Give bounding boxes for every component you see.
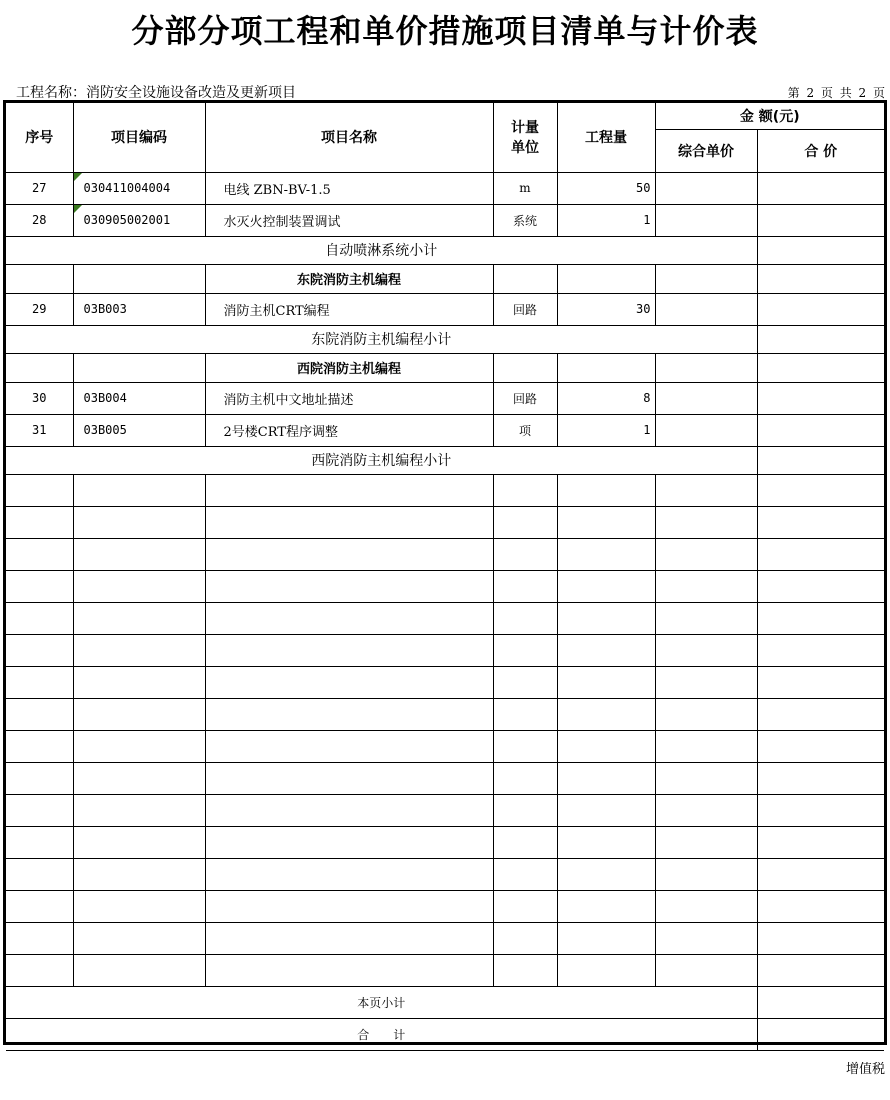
page-subtotal-amount [757, 986, 884, 1018]
empty-cell [6, 762, 73, 794]
empty-cell [6, 922, 73, 954]
empty-cell [493, 762, 557, 794]
item-code [73, 382, 205, 414]
empty-cell [73, 353, 205, 382]
empty-cell [205, 666, 493, 698]
header-total: 合 价 [757, 129, 884, 172]
empty-cell [655, 698, 757, 730]
empty-cell [757, 730, 884, 762]
empty-cell [493, 602, 557, 634]
project-name: 工程名称：消防安全设施设备改造及更新项目 [16, 85, 296, 101]
subtotal-label: 西院消防主机编程小计 [6, 446, 757, 474]
header-name: 项目名称 [205, 103, 493, 172]
table-row [6, 293, 884, 325]
empty-cell [757, 922, 884, 954]
empty-cell [557, 634, 655, 666]
empty-cell [493, 698, 557, 730]
header-unit-line1: 计量 [511, 120, 539, 137]
blank-row [6, 538, 884, 570]
item-name: 电线 ZBN-BV-1.5 [205, 172, 493, 204]
empty-cell [557, 538, 655, 570]
item-name: 消防主机中文地址描述 [205, 382, 493, 414]
item-total [757, 414, 884, 446]
empty-cell [493, 506, 557, 538]
page-subtotal-label: 本页小计 [6, 986, 757, 1018]
blank-row [6, 634, 884, 666]
empty-cell [557, 922, 655, 954]
empty-cell [757, 570, 884, 602]
empty-cell [493, 794, 557, 826]
empty-cell [6, 794, 73, 826]
item-qty: 8 [557, 382, 655, 414]
empty-cell [757, 538, 884, 570]
empty-cell [655, 538, 757, 570]
blank-row [6, 570, 884, 602]
header-amount: 金 额(元) [655, 103, 884, 129]
empty-cell [205, 698, 493, 730]
empty-cell [73, 794, 205, 826]
empty-cell [73, 264, 205, 293]
empty-cell [73, 954, 205, 986]
empty-cell [757, 762, 884, 794]
empty-cell [757, 954, 884, 986]
empty-cell [557, 762, 655, 794]
empty-cell [557, 698, 655, 730]
pricing-table [3, 100, 887, 1045]
empty-cell [6, 634, 73, 666]
empty-cell [6, 954, 73, 986]
empty-cell [557, 794, 655, 826]
empty-cell [205, 730, 493, 762]
footer-note: 增值税 [845, 1062, 885, 1077]
item-code-text: 03B005 [83, 423, 127, 437]
item-code [73, 204, 205, 236]
blank-row [6, 858, 884, 890]
empty-cell [557, 858, 655, 890]
empty-cell [73, 602, 205, 634]
empty-cell [757, 506, 884, 538]
table-row [6, 172, 884, 204]
empty-cell [493, 538, 557, 570]
empty-cell [205, 762, 493, 794]
item-unit: 项 [493, 414, 557, 446]
empty-cell [205, 538, 493, 570]
empty-cell [205, 922, 493, 954]
empty-cell [73, 538, 205, 570]
empty-cell [655, 634, 757, 666]
empty-cell [73, 570, 205, 602]
empty-cell [655, 506, 757, 538]
empty-cell [655, 890, 757, 922]
note-flag-icon [74, 205, 82, 213]
blank-row [6, 730, 884, 762]
blank-row [6, 506, 884, 538]
summary-row [6, 1018, 884, 1050]
empty-cell [205, 954, 493, 986]
empty-cell [557, 602, 655, 634]
empty-cell [493, 570, 557, 602]
empty-cell [493, 730, 557, 762]
item-total [757, 204, 884, 236]
header-seq: 序号 [6, 103, 73, 172]
empty-cell [73, 890, 205, 922]
grand-total-label: 合 计 [6, 1018, 757, 1050]
empty-cell [557, 666, 655, 698]
empty-cell [73, 826, 205, 858]
empty-cell [6, 666, 73, 698]
item-total [757, 382, 884, 414]
item-total [757, 172, 884, 204]
empty-cell [6, 538, 73, 570]
empty-cell [757, 264, 884, 293]
empty-cell [205, 474, 493, 506]
item-seq: 29 [6, 293, 73, 325]
item-seq: 31 [6, 414, 73, 446]
empty-cell [757, 602, 884, 634]
empty-cell [557, 954, 655, 986]
empty-cell [757, 474, 884, 506]
header-unit-price: 综合单价 [655, 129, 757, 172]
item-unit-price [655, 172, 757, 204]
empty-cell [73, 858, 205, 890]
empty-cell [557, 730, 655, 762]
empty-cell [557, 264, 655, 293]
empty-cell [6, 890, 73, 922]
item-unit-price [655, 204, 757, 236]
subtotal-label: 东院消防主机编程小计 [6, 325, 757, 353]
empty-cell [205, 634, 493, 666]
item-unit: m [493, 172, 557, 204]
table-row [6, 264, 884, 293]
grand-total-amount [757, 1018, 884, 1050]
blank-row [6, 954, 884, 986]
blank-row [6, 890, 884, 922]
note-flag-icon [74, 173, 82, 181]
empty-cell [205, 794, 493, 826]
empty-cell [493, 922, 557, 954]
empty-cell [655, 826, 757, 858]
empty-cell [655, 602, 757, 634]
empty-cell [757, 794, 884, 826]
item-code [73, 172, 205, 204]
empty-cell [6, 730, 73, 762]
empty-cell [655, 264, 757, 293]
empty-cell [655, 922, 757, 954]
blank-row [6, 666, 884, 698]
empty-cell [73, 698, 205, 730]
item-code [73, 414, 205, 446]
empty-cell [557, 506, 655, 538]
empty-cell [493, 353, 557, 382]
empty-cell [557, 353, 655, 382]
table-row [6, 414, 884, 446]
empty-cell [493, 666, 557, 698]
empty-cell [73, 506, 205, 538]
item-qty: 50 [557, 172, 655, 204]
empty-cell [757, 634, 884, 666]
item-name: 2号楼CRT程序调整 [205, 414, 493, 446]
subtotal-amount [757, 325, 884, 353]
blank-row [6, 826, 884, 858]
header-qty: 工程量 [557, 103, 655, 172]
item-name: 水灭火控制装置调试 [205, 204, 493, 236]
empty-cell [73, 474, 205, 506]
empty-cell [757, 858, 884, 890]
subtotal-label: 自动喷淋系统小计 [6, 236, 757, 264]
item-unit-price [655, 382, 757, 414]
table-row [6, 353, 884, 382]
empty-cell [205, 506, 493, 538]
blank-row [6, 762, 884, 794]
blank-row [6, 698, 884, 730]
empty-cell [6, 602, 73, 634]
empty-cell [6, 698, 73, 730]
empty-cell [757, 698, 884, 730]
empty-cell [493, 858, 557, 890]
empty-cell [655, 794, 757, 826]
item-unit: 回路 [493, 293, 557, 325]
empty-cell [655, 570, 757, 602]
item-qty: 30 [557, 293, 655, 325]
item-qty: 1 [557, 204, 655, 236]
empty-cell [655, 730, 757, 762]
empty-cell [205, 890, 493, 922]
empty-cell [6, 506, 73, 538]
empty-cell [205, 826, 493, 858]
blank-row [6, 602, 884, 634]
group-heading: 东院消防主机编程 [205, 264, 493, 293]
empty-cell [73, 730, 205, 762]
table-row [6, 446, 884, 474]
item-unit: 系统 [493, 204, 557, 236]
empty-cell [655, 353, 757, 382]
empty-cell [493, 474, 557, 506]
blank-row [6, 794, 884, 826]
empty-cell [73, 922, 205, 954]
empty-cell [6, 474, 73, 506]
empty-cell [73, 762, 205, 794]
empty-cell [757, 353, 884, 382]
group-heading: 西院消防主机编程 [205, 353, 493, 382]
item-unit-price [655, 414, 757, 446]
empty-cell [757, 890, 884, 922]
item-seq: 30 [6, 382, 73, 414]
empty-cell [757, 826, 884, 858]
empty-cell [205, 570, 493, 602]
blank-row [6, 474, 884, 506]
empty-cell [73, 634, 205, 666]
table-row [6, 204, 884, 236]
item-total [757, 293, 884, 325]
item-unit-price [655, 293, 757, 325]
empty-cell [6, 264, 73, 293]
item-unit: 回路 [493, 382, 557, 414]
empty-cell [6, 858, 73, 890]
item-code-text: 03B003 [83, 302, 127, 316]
item-code [73, 293, 205, 325]
empty-cell [655, 762, 757, 794]
empty-cell [6, 353, 73, 382]
empty-cell [757, 666, 884, 698]
item-code-text: 030905002001 [83, 213, 171, 227]
empty-cell [655, 858, 757, 890]
empty-cell [493, 826, 557, 858]
empty-cell [73, 666, 205, 698]
summary-row [6, 986, 884, 1018]
empty-cell [557, 826, 655, 858]
item-qty: 1 [557, 414, 655, 446]
page-title: 分部分项工程和单价措施项目清单与计价表 [131, 12, 759, 50]
table-row [6, 325, 884, 353]
empty-cell [493, 890, 557, 922]
item-seq: 28 [6, 204, 73, 236]
table-row [6, 382, 884, 414]
item-name: 消防主机CRT编程 [205, 293, 493, 325]
subtotal-amount [757, 446, 884, 474]
empty-cell [493, 954, 557, 986]
header-code: 项目编码 [73, 103, 205, 172]
item-seq: 27 [6, 172, 73, 204]
empty-cell [493, 634, 557, 666]
empty-cell [6, 570, 73, 602]
empty-cell [6, 826, 73, 858]
empty-cell [655, 474, 757, 506]
header-unit [493, 103, 557, 172]
page-info: 第 2 页 共 2 页 [787, 86, 885, 100]
empty-cell [557, 890, 655, 922]
empty-cell [655, 954, 757, 986]
subtotal-amount [757, 236, 884, 264]
item-code-text: 03B004 [83, 391, 127, 405]
empty-cell [493, 264, 557, 293]
empty-cell [205, 602, 493, 634]
blank-row [6, 922, 884, 954]
empty-cell [205, 858, 493, 890]
table-row [6, 236, 884, 264]
header-unit-line2: 单位 [511, 140, 539, 157]
item-code-text: 030411004004 [83, 181, 171, 195]
empty-cell [655, 666, 757, 698]
empty-cell [557, 570, 655, 602]
empty-cell [557, 474, 655, 506]
